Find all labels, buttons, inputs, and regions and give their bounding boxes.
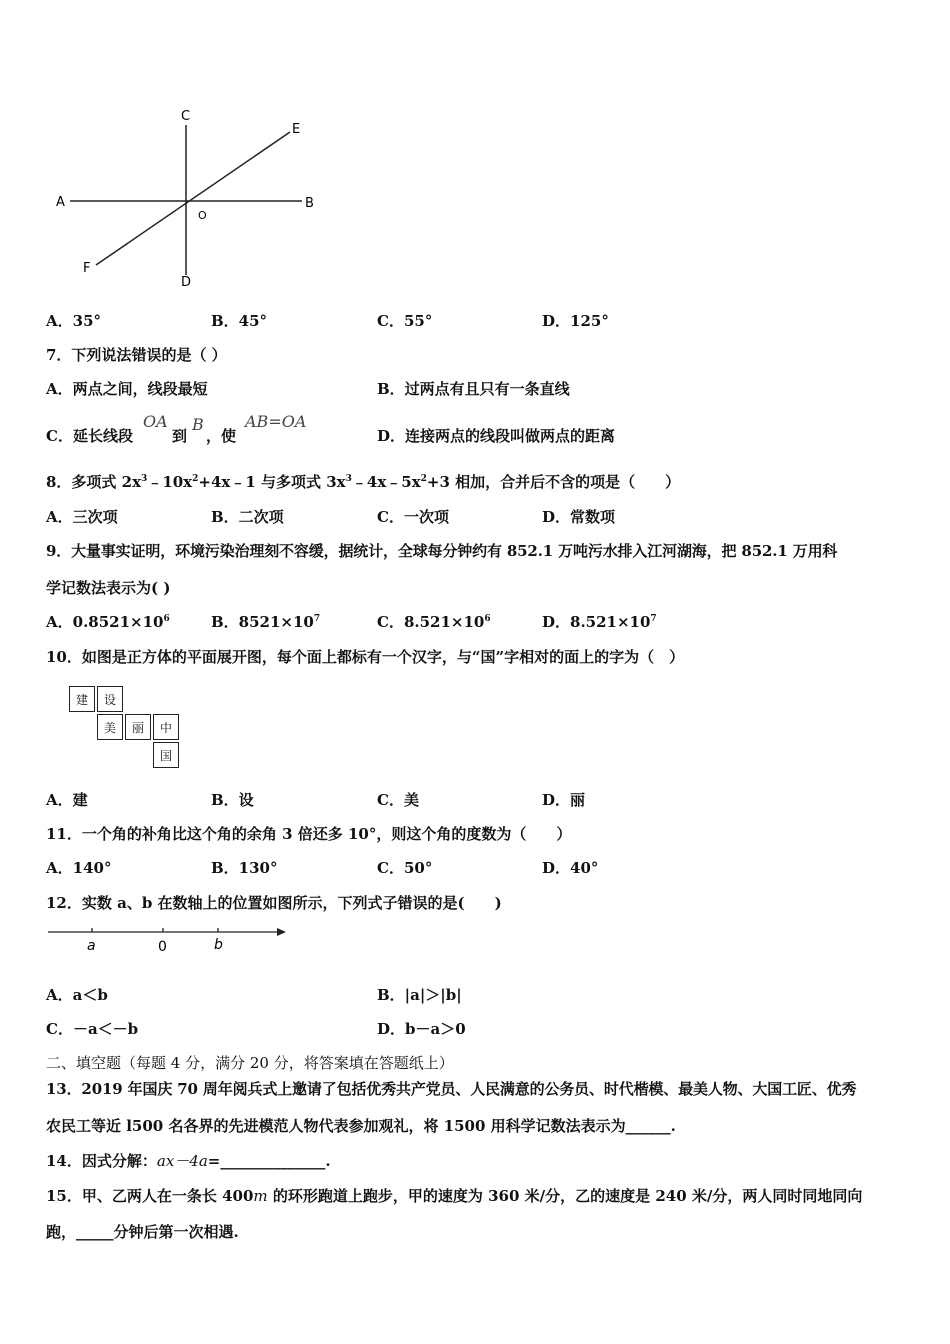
net-cell-jian: 建 [69,686,95,712]
q10-option-b: B．设 [211,791,254,809]
q6-option-c: C．55° [377,312,433,330]
axis-label-b: b [214,937,223,953]
label-c: C [181,109,191,124]
q12-option-b: B．|a|＞|b| [377,986,462,1004]
q8-option-c: C．一次项 [377,508,449,526]
q12-option-a: A．a＜b [46,986,108,1004]
q10-stem: 10．如图是正方体的平面展开图，每个面上都标有一个汉字，与“国”字相对的面上的字为（ ） [46,648,685,666]
net-cell-mei: 美 [97,714,123,740]
line-ef [96,132,290,265]
label-f: F [83,261,91,276]
q7-option-b: B．过两点有且只有一条直线 [377,380,570,398]
net-cell-li: 丽 [125,714,151,740]
q7-option-c-oa: OA [143,412,168,431]
net-cell-zhong: 中 [153,714,179,740]
q7-option-c-make: ，使 [206,427,237,445]
axis-label-a: a [87,938,96,954]
q6-option-d: D．125° [542,312,609,330]
cube-net [69,686,184,771]
axis-label-zero: 0 [158,939,167,955]
q7-option-a: A．两点之间，线段最短 [46,380,208,398]
label-d: D [181,275,192,290]
number-line [46,920,291,960]
q11-option-b: B．130° [211,859,278,877]
q8-option-d: D．常数项 [542,508,616,526]
q7-option-d: D．连接两点的线段叫做两点的距离 [377,427,616,445]
label-e: E [292,122,301,137]
q6-option-b: B．45° [211,312,268,330]
q14: 14．因式分解：ax－4a=______________. [46,1152,331,1170]
q13-line2: 农民工等近 l500 名各界的先进模范人物代表参加观礼，将 1500 用科学记数法表示为______. [46,1117,676,1135]
q11-stem: 11．一个角的补角比这个角的余角 3 倍还多 10°，则这个角的度数为（ ） [46,825,572,843]
q7-option-c-b: B [192,415,204,434]
q9-stem-line1: 9．大量事实证明，环境污染治理刻不容缓，据统计，全球每分钟约有 852.1 万吨污水排入江河湖海，把 852.1 万用科 [46,542,838,560]
q15-line2: 跑，_____分钟后第一次相遇. [46,1223,239,1241]
q12-option-c: C．－a＜－b [46,1020,139,1038]
q13-line1: 13．2019 年国庆 70 周年阅兵式上邀请了包括优秀共产党员、人民满意的公务员、时代楷模、最美人物、大国工匠、优秀 [46,1080,857,1098]
q7-option-c-eq: AB=OA [245,412,307,431]
net-cell-guo: 国 [153,742,179,768]
q10-option-c: C．美 [377,791,419,809]
q10-option-a: A．建 [46,791,88,809]
q9-option-c: C．$8.521\times 10^6$ [377,613,491,631]
q11-option-c: C．50° [377,859,433,877]
q11-option-d: D．40° [542,859,599,877]
label-a: A [56,195,65,210]
q8-option-b: B．二次项 [211,508,284,526]
q15-line1: 15．甲、乙两人在一条长 400m 的环形跑道上跑步，甲的速度为 360 米/分，乙的速度是 240 米/分，两人同时同地同向 [46,1187,863,1205]
q8-stem: 8．多项式 $2x^3﹣10x^2+4x﹣1$ 与多项式 $3x^3﹣4x﹣5x^2+3$ 相加，合并后不含的项是（ ） [46,473,681,491]
label-o: O [198,209,207,222]
q12-option-d: D．b－a＞0 [377,1020,466,1038]
q9-stem-line2: 学记数法表示为( ) [46,579,171,597]
q12-stem: 12．实数 a、b 在数轴上的位置如图所示，下列式子错误的是( ) [46,894,502,912]
q7-option-c-prefix: C．延长线段 [46,427,133,445]
q9-option-b: B．$8521\times 10^7$ [211,613,321,631]
net-cell-she: 设 [97,686,123,712]
label-b: B [305,196,314,211]
arrow-right-icon [277,928,286,936]
q8-option-a: A．三次项 [46,508,118,526]
section2-title: 二、填空题（每题 4 分，满分 20 分，将答案填在答题纸上） [46,1054,454,1072]
q9-option-a: A．$0.8521\times 10^6$ [46,613,170,631]
angle-figure [50,105,330,295]
q11-option-a: A．140° [46,859,112,877]
q7-stem: 7．下列说法错误的是（ ） [46,346,227,364]
q10-option-d: D．丽 [542,791,586,809]
q9-option-d: D．$8.521\times 10^7$ [542,613,657,631]
q6-option-a: A．35° [46,312,102,330]
q7-option-c-to: 到 [172,427,188,445]
